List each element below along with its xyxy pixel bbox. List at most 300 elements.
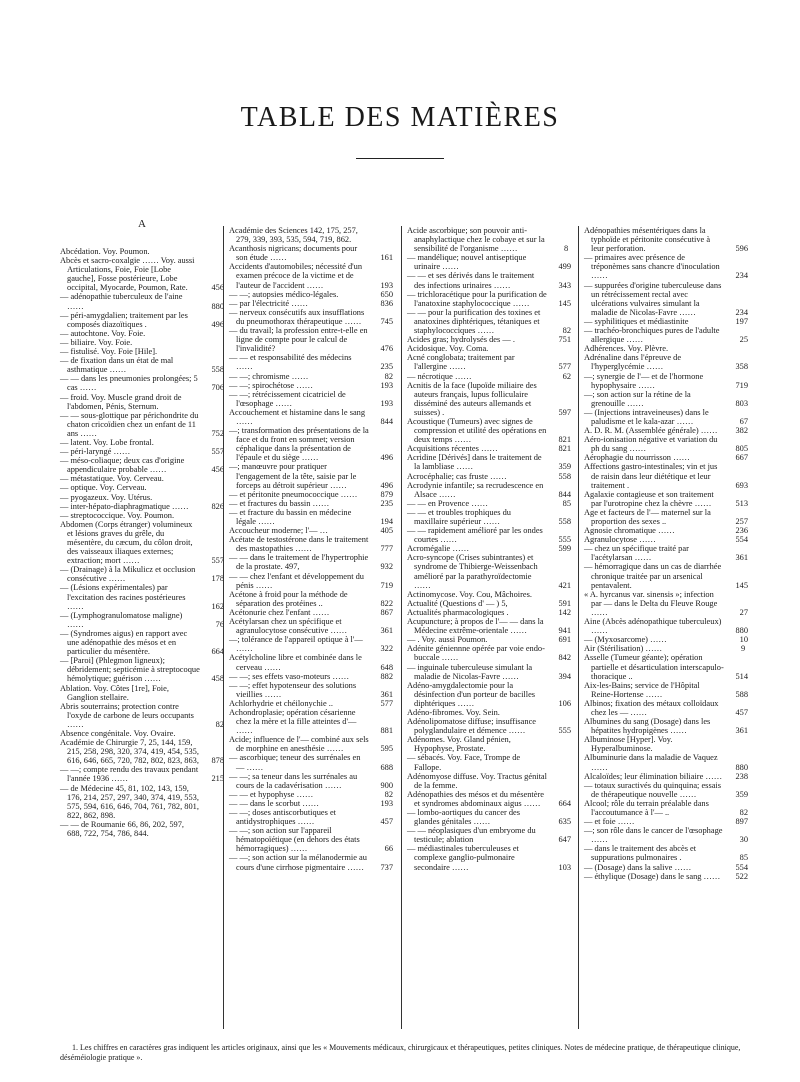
entry-text: —; tolérance de l'appareil optique à l'— …… xyxy=(229,635,363,654)
index-entry xyxy=(407,544,571,553)
entry-page-number: 558 xyxy=(558,471,571,481)
index-entry xyxy=(60,347,224,356)
entry-text: — (Drainage) à la Mikulicz et occlusion consécutive …… xyxy=(60,565,196,584)
entry-page-number: 457 xyxy=(735,707,748,717)
index-entry xyxy=(584,863,748,872)
entry-page-number: 595 xyxy=(380,744,393,754)
entry-page-number: 235 xyxy=(380,362,393,372)
index-entry xyxy=(407,808,571,826)
entry-text: — sébacés. Voy. Face, Trompe de Fallope. xyxy=(407,753,521,772)
index-entry xyxy=(584,717,748,735)
entry-page-number: 145 xyxy=(735,580,748,590)
index-entry xyxy=(584,435,748,453)
index-entry xyxy=(407,608,571,617)
entry-text: — (Lésions expérimentales) par l'excitation des racines postérieures …… xyxy=(60,583,186,611)
index-entry: Acide ascorbique; son pouvoir anti-anaphylactique chez le cobaye et sur la sensibilité de l'organisme …… 8 xyxy=(407,226,569,254)
entry-text: —; son rôle dans le cancer de l'œsophage …… xyxy=(584,826,723,845)
entry-page-number: 844 xyxy=(380,416,393,426)
entry-text: — [Paroi] (Phlegmon ligneux); débridement; septicémie à streptocoque hémolytique; guérison …… xyxy=(60,656,200,684)
entry-text: — . Voy. aussi Poumon. xyxy=(407,635,488,645)
entry-page-number: 27 xyxy=(739,607,748,617)
title-rule xyxy=(356,158,444,159)
entry-text: — hémorragique dans un cas de diarrhée chronique traitée par un arsenical pentavalent. xyxy=(584,562,722,590)
index-entry xyxy=(584,535,748,544)
index-entry xyxy=(584,317,748,326)
entry-text: — — rapidement amélioré par les ondes courtes …… xyxy=(407,526,543,545)
entry-page-number: 161 xyxy=(380,253,393,263)
entry-text: — — en Provence …… xyxy=(407,498,488,508)
index-entry xyxy=(584,462,748,489)
index-entry xyxy=(584,817,748,826)
index-entry xyxy=(407,499,571,508)
entry-page-number: 664 xyxy=(558,798,571,808)
page-title: TABLE DES MATIÈRES xyxy=(240,102,560,133)
entry-text: —; son action sur la rétine de la grenouille …… xyxy=(584,389,691,408)
entry-text: — —; autopsies médico-légales. xyxy=(229,289,339,299)
entry-text: Abdomen (Corps étranger) volumineux et lésions graves du grêle, du mésentère, du cæcum, du côlon droit, des vaisseaux iliaques externes; extraction; mort …… xyxy=(60,519,193,566)
index-entry xyxy=(60,338,224,347)
entry-text: — ascorbique; teneur des surrénales en — …… xyxy=(229,753,361,772)
index-entry xyxy=(407,681,571,708)
entry-page-number: 458 xyxy=(211,674,224,684)
index-column-4 xyxy=(584,226,748,881)
index-entry xyxy=(584,372,748,390)
entry-page-number: 647 xyxy=(558,835,571,845)
entry-page-number: 145 xyxy=(558,298,571,308)
entry-text: — pyogazeux. Voy. Utérus. xyxy=(60,492,153,502)
index-entry xyxy=(229,462,393,489)
entry-text: — — chez l'enfant et développement du pénis …… xyxy=(229,571,364,590)
entry-text: Adénomes. Voy. Gland pénien, Hypophyse, Prostate. xyxy=(407,735,511,754)
entry-text: Adrénaline dans l'épreuve de l'hyperglycémie …… xyxy=(584,353,682,372)
entry-text: — du travail; la profession entre-t-elle en ligne de compte pour le calcul de l'invalidité? xyxy=(229,326,368,354)
entry-page-number: 554 xyxy=(735,535,748,545)
entry-page-number: 836 xyxy=(380,298,393,308)
index-entry xyxy=(584,653,748,680)
entry-page-number: 879 xyxy=(380,489,393,499)
entry-page-number: 215 xyxy=(211,774,224,784)
entry-page-number: 85 xyxy=(739,853,748,863)
index-entry xyxy=(229,753,393,771)
entry-text: — latent. Voy. Lobe frontal. xyxy=(60,437,154,447)
index-entry xyxy=(584,353,748,371)
entry-text: — — et troubles trophiques du maxillaire supérieur …… xyxy=(407,507,511,526)
entry-page-number: 880 xyxy=(735,762,748,772)
entry-text: — —; compte rendu des travaux pendant l'année 1936 …… xyxy=(60,765,199,784)
entry-text: « A. hyrcanus var. sinensis »; infection par — dans le Delta du Fleuve Rouge …… xyxy=(584,589,718,617)
index-entry xyxy=(407,753,571,771)
entry-text: Acétonurie chez l'enfant …… xyxy=(229,607,330,617)
entry-page-number: 194 xyxy=(380,517,393,526)
index-entry xyxy=(229,681,393,699)
entry-page-number: 577 xyxy=(558,362,571,372)
entry-text: — biliaire. Voy. Foie. xyxy=(60,337,133,347)
index-entry xyxy=(60,474,224,483)
entry-page-number: 941 xyxy=(558,626,571,636)
entry-text: Albinos; fixation des métaux colloïdaux chez les — …… xyxy=(584,698,719,717)
entry-text: — —; son action sur la mélanodermie au cours d'une cirrhose pigmentaire …… xyxy=(229,853,367,872)
index-entry xyxy=(407,553,571,589)
entry-page-number: 881 xyxy=(380,726,393,736)
entry-page-number: 359 xyxy=(735,789,748,799)
entry-page-number: 361 xyxy=(380,689,393,699)
index-entry xyxy=(407,790,571,808)
entry-text: — optique. Voy. Cerveau. xyxy=(60,483,147,493)
index-entry xyxy=(229,699,393,708)
index-column-1 xyxy=(60,247,224,838)
entry-page-number: 719 xyxy=(735,380,748,390)
entry-text: Aine (Abcès adénopathique tuberculeux) …… xyxy=(584,617,722,636)
index-entry xyxy=(584,844,748,862)
entry-page-number: 597 xyxy=(558,407,571,417)
index-entry xyxy=(60,656,224,683)
entry-text: Age et facteurs de l'— maternel sur la proportion des sexes .. xyxy=(584,507,711,526)
entry-page-number: 193 xyxy=(380,398,393,408)
entry-page-number: 234 xyxy=(735,307,748,317)
entry-text: — —; rétrécissement cicatriciel de l'œsophage …… xyxy=(229,389,346,408)
index-entry xyxy=(60,292,224,310)
index-entry: Air (Stérilisation) …… 9 xyxy=(584,644,746,654)
entry-page-number: 596 xyxy=(735,244,748,254)
entry-text: Aérophagie du nourrisson …… xyxy=(584,453,690,463)
entry-text: Alcool; rôle du terrain préalable dans l'accoutumance à l'— .. xyxy=(584,798,709,817)
entry-text: Actualités pharmacologiques . xyxy=(407,607,509,617)
entry-page-number: 456 xyxy=(211,465,224,475)
entry-text: —; transformation des présentations de la face et du front en sommet; version céphalique dans la présentation de l'épaule et du siège …… xyxy=(229,426,369,463)
entry-page-number: 577 xyxy=(380,698,393,708)
entry-page-number: 821 xyxy=(558,435,571,445)
index-entry xyxy=(60,438,224,447)
entry-text: Adénite géniennne opérée par voie endo-buccale …… xyxy=(407,644,545,663)
entry-page-number: 193 xyxy=(380,280,393,290)
index-entry xyxy=(229,853,393,871)
entry-text: — (Myxosarcome) …… xyxy=(584,635,667,645)
entry-text: — et fracture du bassin en médecine légale …… xyxy=(229,507,352,526)
index-entry xyxy=(584,781,748,799)
index-entry xyxy=(229,490,393,499)
entry-text: Albumines du sang (Dosage) dans les hépatites hydropigènes …… xyxy=(584,717,711,736)
entry-page-number: 394 xyxy=(558,671,571,681)
entry-page-number: 66 xyxy=(384,844,393,854)
entry-page-number: 76 xyxy=(215,619,224,629)
index-entry xyxy=(60,247,224,256)
index-entry xyxy=(407,444,571,453)
entry-text: Acides gras; hydrolysés des — . xyxy=(407,335,515,345)
index-entry xyxy=(584,490,748,508)
index-entry xyxy=(584,735,748,753)
index-entry xyxy=(584,826,748,844)
index-entry xyxy=(584,699,748,717)
entry-text: —; manœuvre pour pratiquer l'engagement de la tête, saisie par le forceps au détroit supérieur …… xyxy=(229,462,357,490)
index-entry xyxy=(407,599,571,608)
entry-page-number: 751 xyxy=(558,335,571,345)
entry-text: — et foie …… xyxy=(584,817,635,827)
entry-page-number: 522 xyxy=(735,871,748,881)
index-entry xyxy=(60,729,224,738)
index-entry xyxy=(229,772,393,790)
entry-page-number: 382 xyxy=(735,426,748,436)
entry-page-number: 555 xyxy=(558,726,571,736)
entry-page-number: 359 xyxy=(558,462,571,472)
index-entry xyxy=(60,738,224,765)
index-entry xyxy=(60,511,224,520)
index-entry xyxy=(60,411,224,438)
entry-text: — froid. Voy. Muscle grand droit de l'abdomen, Pénis, Sternum. xyxy=(60,392,182,411)
entry-page-number: 193 xyxy=(380,380,393,390)
index-entry xyxy=(60,765,224,783)
entry-text: — métastatique. Voy. Cerveau. xyxy=(60,474,164,484)
entry-page-number: 844 xyxy=(558,489,571,499)
index-entry xyxy=(229,508,393,526)
index-entry xyxy=(407,708,571,717)
entry-text: Accidents d'automobiles; nécessité d'un examen précoce de la victime et de l'auteur de l'accident …… xyxy=(229,262,363,290)
entry-text: Achlorhydrie et chéilonychie .. xyxy=(229,698,333,708)
entry-text: Adénomyose diffuse. Voy. Tractus génital de la femme. xyxy=(407,771,547,790)
index-entry xyxy=(229,308,393,326)
entry-page-number: 456 xyxy=(211,283,224,293)
index-entry xyxy=(584,526,748,535)
entry-page-number: 822 xyxy=(380,598,393,608)
entry-page-number: 82 xyxy=(562,326,571,336)
entry-page-number: 106 xyxy=(558,698,571,708)
entry-page-number: 558 xyxy=(558,517,571,526)
index-entry xyxy=(407,508,571,526)
index-entry xyxy=(60,520,224,565)
index-entry xyxy=(229,390,393,408)
entry-page-number: 457 xyxy=(380,817,393,827)
entry-text: — et fractures du bassin …… xyxy=(229,498,330,508)
entry-page-number: 693 xyxy=(735,480,748,490)
entry-page-number: 826 xyxy=(211,501,224,511)
index-entry xyxy=(584,453,748,462)
entry-text: Abcès et sacro-coxalgie …… Voy. aussi Articulations, Foie, Foie [Lobe gauche], Fosse postérieure, Lobe occipital, Myocarde, Poumon, Rate. xyxy=(60,256,195,293)
entry-text: — nerveux consécutifs aux insufflations du pneumothorax thérapeutique …… xyxy=(229,307,365,326)
index-entry xyxy=(60,356,224,374)
entry-text: Air (Stérilisation) …… xyxy=(584,644,663,654)
entry-page-number: 900 xyxy=(380,780,393,790)
index-entry xyxy=(229,372,393,381)
index-entry xyxy=(407,717,571,735)
entry-page-number: 867 xyxy=(380,607,393,617)
entry-text: — —; spirochétose …… xyxy=(229,380,313,390)
entry-text: — — dans le scorbut …… xyxy=(229,798,320,808)
entry-text: Acide ascorbique; son pouvoir anti-anaphylactique chez le cobaye et sur la sensibilité de l'organisme …… xyxy=(407,226,545,254)
entry-text: Adhérences. Voy. Plèvre. xyxy=(584,344,669,354)
entry-page-number: 361 xyxy=(735,553,748,563)
index-entry xyxy=(60,583,224,610)
section-letter: A xyxy=(138,218,146,230)
index-entry xyxy=(229,590,393,608)
entry-text: — —; sa teneur dans les surrénales au cours de la cadavérisation …… xyxy=(229,771,358,790)
entry-page-number: 67 xyxy=(739,416,748,426)
entry-text: Achondroplasie; opération césarienne chez la mère et la fille atteintes d'— …… xyxy=(229,707,357,736)
entry-text: Adénopathies mésentériques dans la typhoïde et péritonite consécutive à leur perforation. xyxy=(584,226,711,254)
entry-page-number: 514 xyxy=(735,671,748,681)
entry-page-number: 358 xyxy=(735,362,748,372)
column-divider xyxy=(401,226,402,1029)
index-entry xyxy=(407,372,571,381)
index-entry xyxy=(60,393,224,411)
entry-page-number: 719 xyxy=(380,580,393,590)
entry-text: — streptococcique. Voy. Poumon. xyxy=(60,510,175,520)
entry-text: — (Injections intraveineuses) dans le paludisme et le kala-azar …… xyxy=(584,407,709,426)
entry-page-number: 897 xyxy=(735,817,748,827)
index-column-2 xyxy=(229,226,393,872)
index-entry xyxy=(60,374,224,392)
index-entry xyxy=(407,635,571,644)
index-entry xyxy=(229,735,393,753)
index-entry xyxy=(60,820,224,838)
index-entry xyxy=(584,281,748,317)
index-entry xyxy=(229,353,393,371)
entry-text: Académie des Sciences 142, 175, 257, 279, 339, 393, 535, 594, 719, 862. xyxy=(229,226,358,245)
entry-text: Alcaloïdes; leur élimination biliaire …… xyxy=(584,771,723,781)
index-entry xyxy=(229,290,393,299)
index-entry xyxy=(60,456,224,474)
entry-text: Acidosique. Voy. Coma. xyxy=(407,344,489,354)
entry-text: — syphilitiques et médiastinite xyxy=(584,316,689,326)
entry-text: Acné conglobata; traitement par l'allergine …… xyxy=(407,353,515,372)
entry-text: Actinomycose. Voy. Cou, Mâchoires. xyxy=(407,589,532,599)
index-entry xyxy=(229,244,393,262)
index-entry xyxy=(584,590,748,617)
entry-text: Agalaxie contagieuse et son traitement par l'urotropine chez la chèvre …… xyxy=(584,489,714,508)
entry-page-number: 706 xyxy=(211,383,224,393)
index-entry xyxy=(584,753,748,771)
index-entry xyxy=(407,644,571,662)
entry-page-number: 882 xyxy=(380,671,393,681)
index-entry xyxy=(60,502,224,511)
entry-page-number: 421 xyxy=(558,580,571,590)
entry-page-number: 236 xyxy=(735,526,748,536)
index-entry xyxy=(584,635,748,644)
entry-text: Adénolipomatose diffuse; insuffisance polyglandulaire et démence …… xyxy=(407,717,537,736)
entry-page-number: 745 xyxy=(380,316,393,326)
entry-page-number: 664 xyxy=(211,647,224,657)
entry-text: —; synergie de l'— et de l'hormone hypophysaire …… xyxy=(584,371,704,390)
index-entry xyxy=(584,326,748,344)
index-entry xyxy=(60,311,224,329)
entry-text: — (Syndromes aigus) en rapport avec une adénopathie des mésos et en particulier du mésentère. xyxy=(60,628,188,657)
entry-text: Acnitis de la face (lupoïde miliaire des auteurs français, lupus folliculaire disséminé des auteurs allemands et suisses) . xyxy=(407,380,537,417)
index-entry xyxy=(229,635,393,653)
entry-page-number: 880 xyxy=(735,626,748,636)
index-entry xyxy=(584,544,748,562)
entry-page-number: 234 xyxy=(735,271,748,281)
entry-text: — de Médecine 45, 81, 102, 143, 159, 176, 214, 257, 297, 340, 374, 419, 553, 575, 594, 616, 646, 704, 761, 782, 801, 822, 862, 898. xyxy=(60,783,199,820)
entry-text: Abris souterrains; protection contre l'oxyde de carbone de leurs occupants …… xyxy=(60,701,194,729)
index-entry xyxy=(584,562,748,589)
index-entry xyxy=(60,329,224,338)
index-entry xyxy=(407,335,571,344)
entry-text: — —; son action sur l'appareil hématopoïétique (en dehors des états hémorragiques) …… xyxy=(229,826,360,854)
entry-text: Acrocéphalie; cas fruste …… xyxy=(407,471,507,481)
index-entry xyxy=(584,772,748,781)
entry-text: Adéno-amygdalectomie pour la désinfection d'un porteur de bacilles diphtériques …… xyxy=(407,680,536,708)
entry-text: — —; effet hypotenseur des solutions vieillies …… xyxy=(229,680,357,699)
entry-page-number: 496 xyxy=(380,453,393,463)
index-column-3 xyxy=(407,226,571,872)
entry-text: — — néoplasiques d'un embryome du testicule; ablation xyxy=(407,826,536,845)
entry-page-number: 842 xyxy=(558,653,571,663)
entry-text: — et péritonite pneumococcique …… xyxy=(229,489,358,499)
entry-page-number: 932 xyxy=(380,562,393,572)
entry-text: — autochtone. Voy. Foie. xyxy=(60,328,146,338)
entry-text: — par l'électricité …… xyxy=(229,298,308,308)
entry-text: — inter-hépato-diaphragmatique …… xyxy=(60,501,189,511)
index-entry xyxy=(407,344,571,353)
index-entry xyxy=(407,663,571,681)
entry-page-number: 650 xyxy=(380,289,393,299)
entry-text: — de fixation dans un état de mal asthmatique …… xyxy=(60,356,174,375)
entry-text: — adénopathie tuberculeux de l'aine …… xyxy=(60,292,183,311)
entry-page-number: 557 xyxy=(211,447,224,457)
entry-page-number: 878 xyxy=(211,756,224,766)
entry-text: Ablation. Voy. Côtes [1re], Foie, Ganglion stellaire. xyxy=(60,683,169,702)
entry-text: Agranulocytose …… xyxy=(584,535,656,545)
entry-text: Acanthosis nigricans; documents pour son étude …… xyxy=(229,244,358,263)
entry-page-number: 178 xyxy=(211,574,224,584)
entry-text: Acétone à froid pour la méthode de séparation des protéines .. xyxy=(229,589,348,608)
index-entry xyxy=(60,493,224,502)
entry-page-number: 62 xyxy=(562,371,571,381)
entry-text: — chez un spécifique traité par l'acétylarsan …… xyxy=(584,544,689,563)
entry-page-number: 496 xyxy=(211,319,224,329)
index-entry xyxy=(229,653,393,671)
entry-text: — mandélique; nouvel antiseptique urinaire …… xyxy=(407,253,527,272)
entry-page-number: 554 xyxy=(735,862,748,872)
index-entry xyxy=(407,308,571,335)
entry-page-number: 162 xyxy=(211,601,224,611)
index-entry xyxy=(229,326,393,353)
entry-text: — (Dosage) dans la salive …… xyxy=(584,862,692,872)
entry-page-number: 880 xyxy=(211,301,224,311)
entry-page-number: 197 xyxy=(735,316,748,326)
entry-page-number: 513 xyxy=(735,498,748,508)
entry-page-number: 25 xyxy=(739,335,748,345)
entry-text: Abcédation. Voy. Poumon. xyxy=(60,247,150,256)
entry-page-number: 688 xyxy=(380,762,393,772)
entry-page-number: 343 xyxy=(558,280,571,290)
entry-text: Adénopathies des mésos et du mésentère et syndromes abdominaux aigus …… xyxy=(407,789,544,808)
entry-text: — —; doses antiscorbutiques et antidystrophiques …… xyxy=(229,808,336,827)
entry-text: — trachéo-bronchiques pures de l'adulte allergique …… xyxy=(584,326,720,345)
index-entry xyxy=(229,262,393,289)
entry-page-number: 361 xyxy=(735,726,748,736)
index-entry xyxy=(407,617,571,635)
entry-text: Agnosie chromatique …… xyxy=(584,526,675,536)
entry-text: — médiastinales tuberculeuses et complexe ganglio-pulmonaire secondaire …… xyxy=(407,844,519,872)
index-entry xyxy=(229,426,393,462)
entry-text: — suppurées d'origine tuberculeuse dans un rétrécissement rectal avec ulcérations vulvaires simulant la maladie de Nicolas-Favre …… xyxy=(584,280,722,317)
entry-text: — dans le traitement des abcès et suppurations pulmonaires . xyxy=(584,844,697,863)
entry-text: Aéro-ionisation négative et variation du ph du sang …… xyxy=(584,435,718,454)
entry-text: Acromégalie …… xyxy=(407,544,470,554)
entry-text: Asselle (Tumeur géante); opération partielle et désarticulation interscapulo-thoracique .. xyxy=(584,653,724,681)
entry-page-number: 499 xyxy=(558,262,571,272)
entry-page-number: 30 xyxy=(739,835,748,845)
index-entry xyxy=(407,526,571,544)
index-entry xyxy=(229,526,393,535)
entry-text: Absence congénitale. Voy. Ovaire. xyxy=(60,728,176,738)
index-entry xyxy=(407,381,571,417)
entry-page-number: 667 xyxy=(735,453,748,463)
index-entry xyxy=(584,872,748,881)
entry-text: — — pour la purification des toxines et anatoxines diphtériques, tétaniques et staphylococciques …… xyxy=(407,307,541,336)
entry-page-number: 821 xyxy=(558,444,571,454)
entry-text: Acétylarsan chez un spécifique et agranulocytose consécutive …… xyxy=(229,617,348,636)
entry-text: — (Lymphogranulomatose maligne) …… xyxy=(60,610,183,629)
